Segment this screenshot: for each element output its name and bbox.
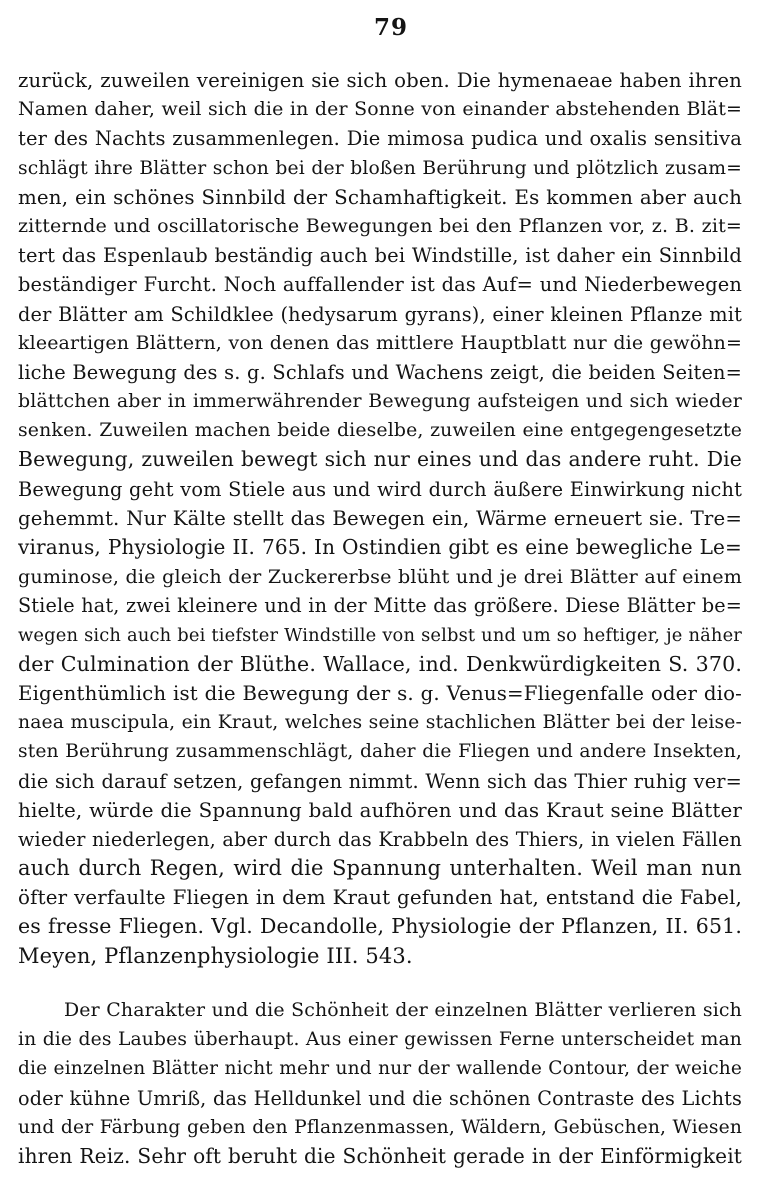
text-line: wegen sich auch bei tiefster Windstille von selbst und um so heftiger, je näher bbox=[18, 624, 742, 646]
text-line: gehemmt. Nur Kälte stellt das Bewegen ein, Wärme erneuert sie. Tre= bbox=[18, 506, 742, 530]
text-line: beständiger Furcht. Noch auffallender ist das Auf= und Niederbewegen bbox=[18, 273, 742, 297]
paragraph-2 bbox=[18, 996, 742, 1171]
text-line: hielte, würde die Spannung bald aufhören und das Kraut seine Blätter bbox=[18, 798, 742, 822]
text-line: Bewegung, zuweilen bewegt sich nur eines und das andere ruht. Die bbox=[18, 447, 742, 472]
text-line: und der Färbung geben den Pflanzenmassen, Wäldern, Gebüschen, Wiesen bbox=[18, 1116, 742, 1138]
paragraph-1 bbox=[18, 66, 742, 971]
text-line: liche Bewegung des s. g. Schlafs und Wachens zeigt, die beiden Seiten= bbox=[18, 360, 742, 384]
text-line: zurück, zuweilen vereinigen sie sich oben. Die hymenaeae haben ihren bbox=[18, 69, 742, 92]
page-number: 79 bbox=[373, 14, 408, 41]
text-line: ihren Reiz. Sehr oft beruht die Schönheit gerade in der Einförmigkeit bbox=[18, 1143, 742, 1168]
text-line: Bewegung geht vom Stiele aus und wird durch äußere Einwirkung nicht bbox=[18, 477, 742, 501]
text-line: auch durch Regen, wird die Spannung unterhalten. Weil man nun bbox=[18, 856, 742, 881]
text-line: wieder niederlegen, aber durch das Krabbeln des Thiers, in vielen Fällen bbox=[18, 827, 742, 851]
text-line: in die des Laubes überhaupt. Aus einer gewissen Ferne unterscheidet man bbox=[18, 1029, 742, 1051]
text-line: oder kühne Umriß, das Helldunkel und die schönen Contraste des Lichts bbox=[18, 1086, 742, 1110]
text-line: kleeartigen Blättern, von denen das mittlere Hauptblatt nur die gewöhn= bbox=[18, 331, 742, 354]
text-line: viranus, Physiologie II. 765. In Ostindien gibt es eine bewegliche Le= bbox=[18, 535, 742, 559]
text-line: es fresse Fliegen. Vgl. Decandolle, Physiologie der Pflanzen, II. 651. bbox=[18, 914, 742, 939]
text-line: Eigenthümlich ist die Bewegung der s. g. Venus=Fliegenfalle oder dio- bbox=[18, 681, 742, 705]
text-line: sten Berührung zusammenschlägt, daher die Fliegen und andere Insekten, bbox=[18, 741, 742, 763]
text-line: senken. Zuweilen machen beide dieselbe, zuweilen eine entgegengesetzte bbox=[18, 420, 742, 442]
text-line: Stiele hat, zwei kleinere und in der Mitte das größere. Diese Blätter be= bbox=[18, 594, 742, 618]
text-line: Meyen, Pflanzenphysiologie III. 543. bbox=[18, 943, 413, 968]
text-line: ter des Nachts zusammenlegen. Die mimosa pudica und oxalis sensitiva bbox=[18, 127, 742, 151]
text-line: die sich darauf setzen, gefangen nimmt. Wenn sich das Thier ruhig ver= bbox=[18, 769, 742, 793]
text-line: der Blätter am Schildklee (hedysarum gyrans), einer kleinen Pflanze mit bbox=[18, 302, 742, 326]
text-line: men, ein schönes Sinnbild der Schamhaftigkeit. Es kommen aber auch bbox=[18, 185, 742, 209]
text-line: guminose, die gleich der Zuckererbse blüht und je drei Blätter auf einem bbox=[18, 565, 742, 589]
text-line: zitternde und oscillatorische Bewegungen bei den Pflanzen vor, z. B. zit= bbox=[18, 214, 742, 237]
text-line: naea muscipula, ein Kraut, welches seine stachlichen Blätter bei der leise- bbox=[18, 712, 742, 734]
text-line: Namen daher, weil sich die in der Sonne von einander abstehenden Blät= bbox=[18, 98, 742, 121]
text-line: tert das Espenlaub beständig auch bei Windstille, ist daher ein Sinnbild bbox=[18, 244, 742, 268]
text-line: Der Charakter und die Schönheit der einzelnen Blätter verlieren sich bbox=[64, 999, 742, 1021]
text-line: der Culmination der Blüthe. Wallace, ind. Denkwürdigkeiten S. 370. bbox=[18, 651, 742, 676]
text-line: die einzelnen Blätter nicht mehr und nur der wallende Contour, der weiche bbox=[18, 1058, 742, 1080]
text-line: blättchen aber in immerwährender Bewegung aufsteigen und sich wieder bbox=[18, 390, 742, 413]
text-line: öfter verfaulte Fliegen in dem Kraut gefunden hat, entstand die Fabel, bbox=[18, 886, 742, 910]
text-line: schlägt ihre Blätter schon bei der bloßen Berührung und plötzlich zusam= bbox=[18, 157, 742, 179]
